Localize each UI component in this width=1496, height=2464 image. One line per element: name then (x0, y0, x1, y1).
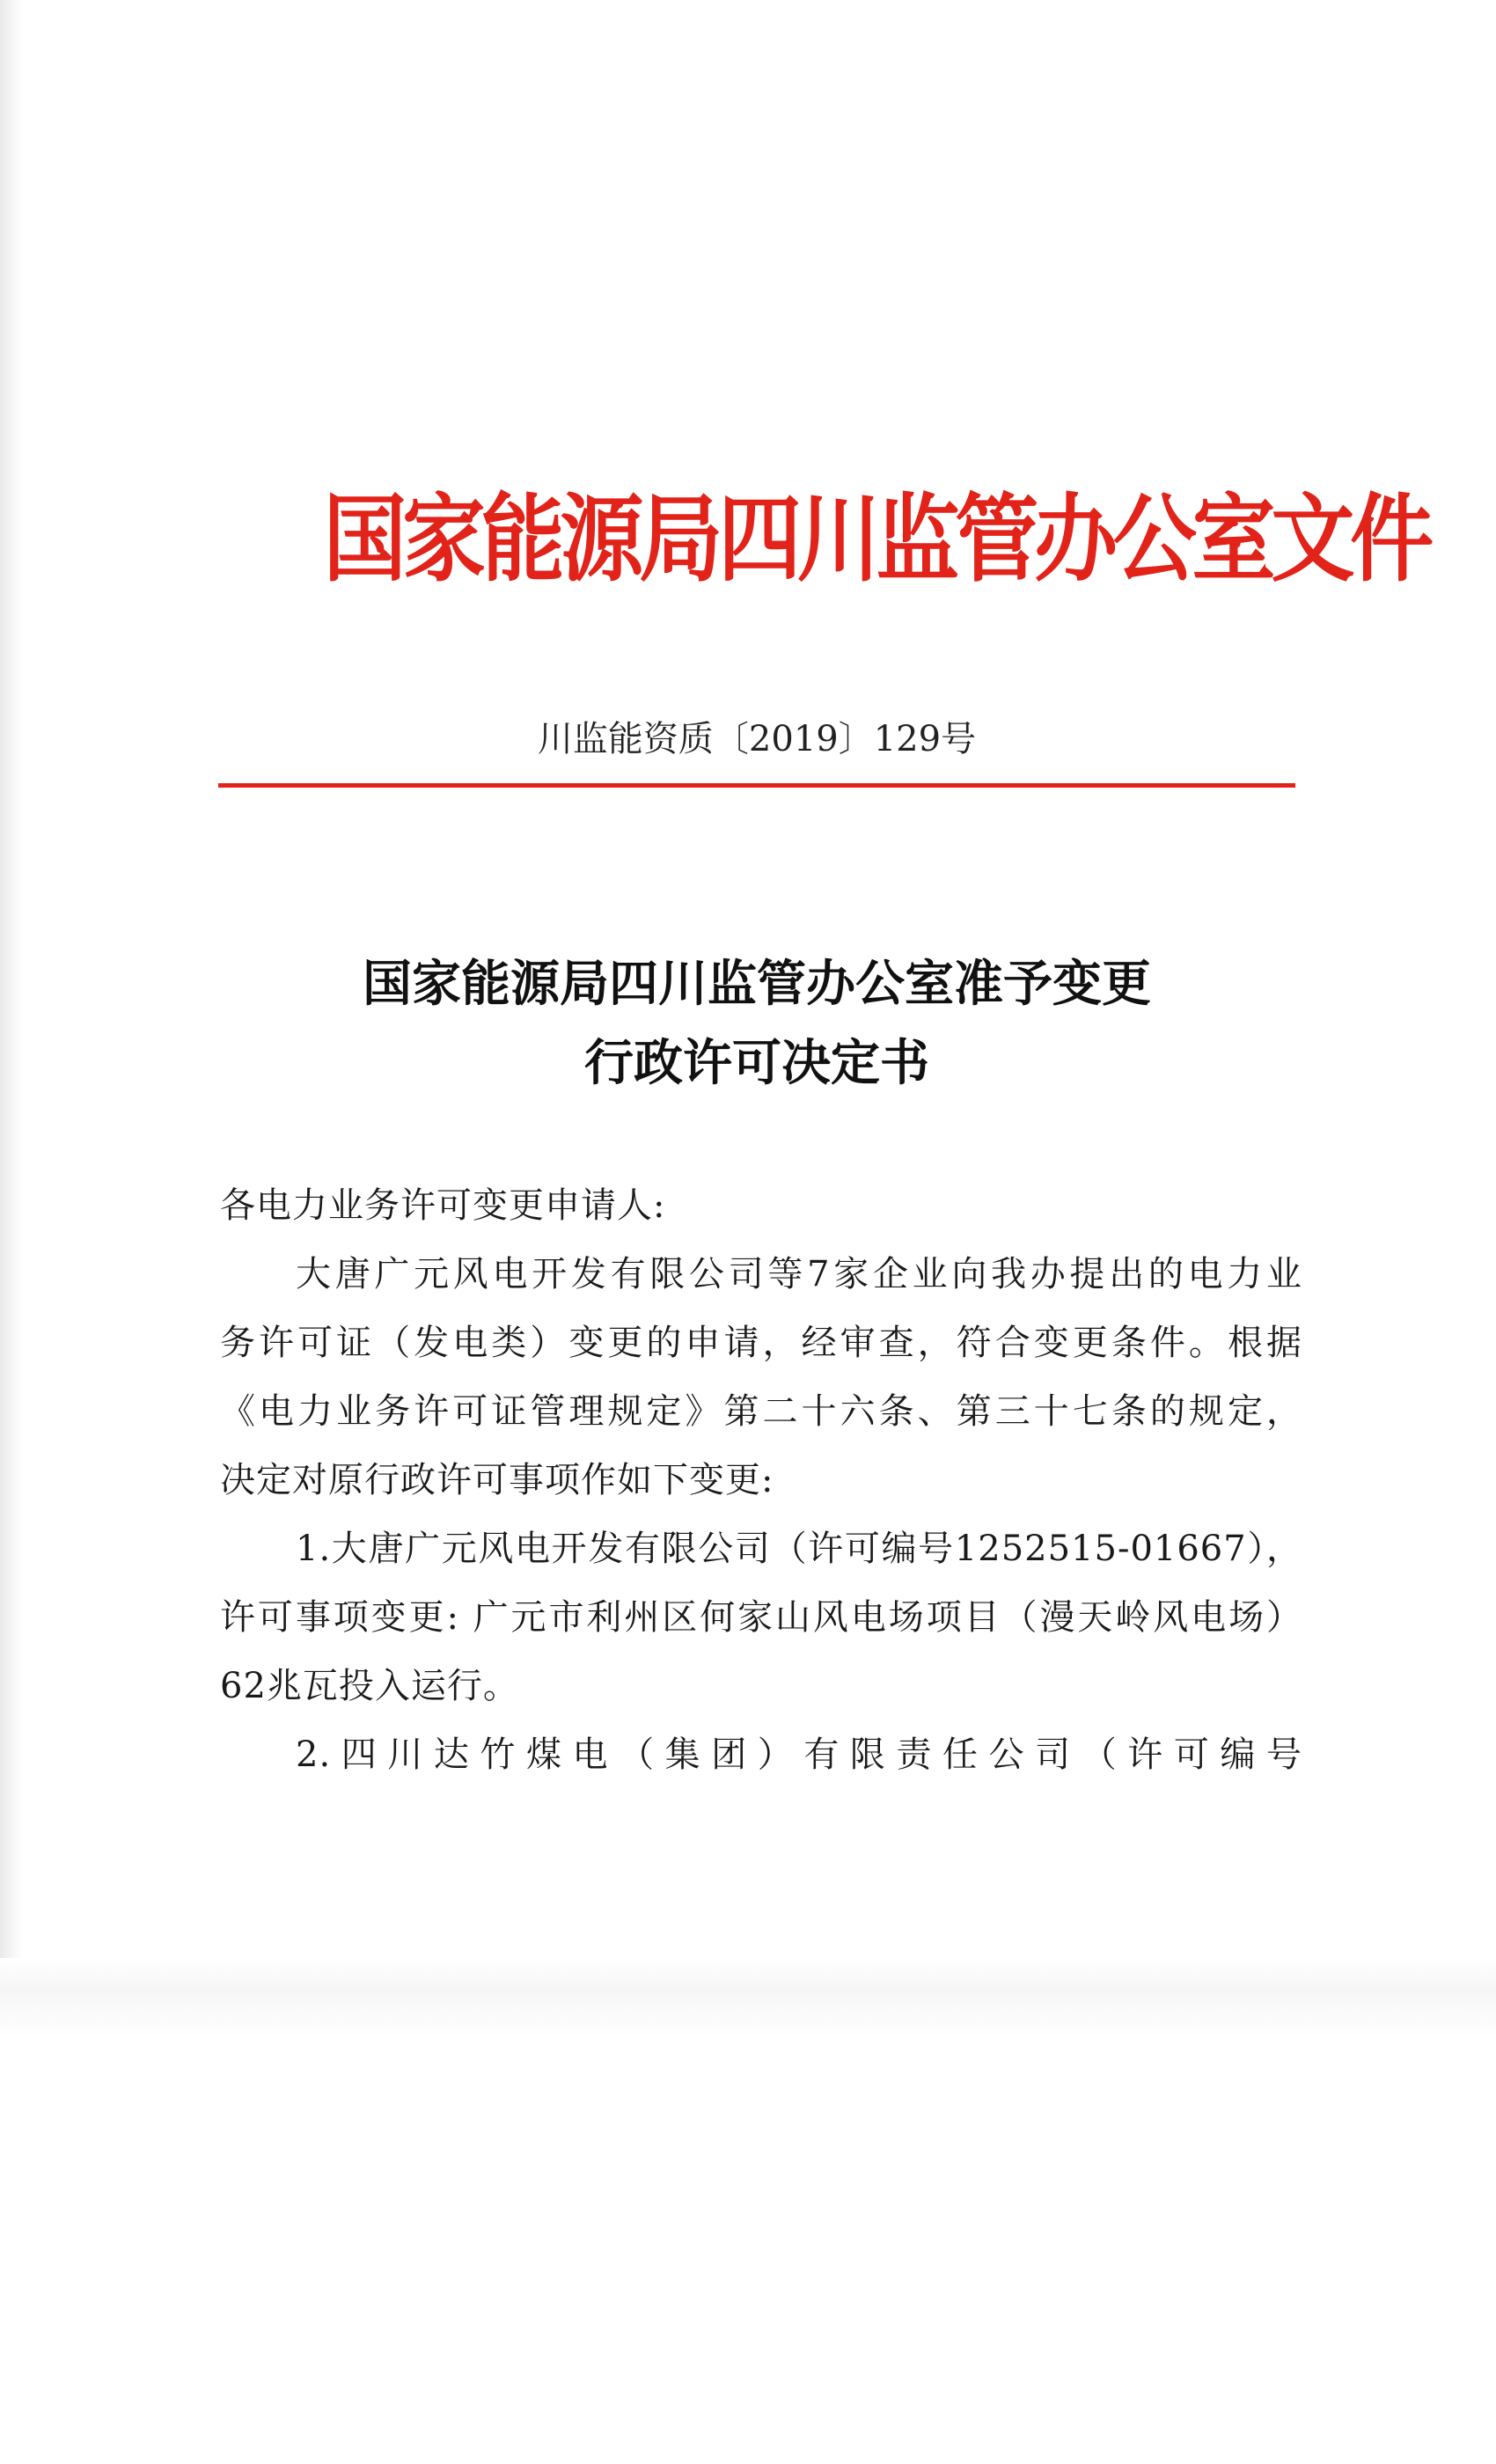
paragraph-1-line-4: 决定对原行政许可事项作如下变更: (220, 1460, 774, 1500)
scan-bottom-shadow (0, 1958, 1496, 2037)
red-divider-line (218, 783, 1295, 788)
document-number: 川监能资质〔2019〕129号 (537, 719, 977, 759)
document-title-line-1: 国家能源局四川监管办公室准予变更 (363, 955, 1151, 1013)
letterhead-title: 国家能源局四川监管办公室文件 (323, 484, 1429, 595)
item-1-line-3: 62兆瓦投入运行。 (220, 1666, 519, 1706)
item-1-line-1: 1.大唐广元风电开发有限公司（许可编号1252515-01667）， (296, 1529, 1302, 1569)
salutation: 各电力业务许可变更申请人: (220, 1185, 666, 1226)
item-2-line-1: 2.四川达竹煤电（集团）有限责任公司（许可编号 (296, 1734, 1302, 1775)
paragraph-1-line-3: 《电力业务许可证管理规定》第二十六条、第三十七条的规定， (220, 1391, 1302, 1432)
paragraph-1-line-1: 大唐广元风电开发有限公司等7家企业向我办提出的电力业 (296, 1254, 1302, 1294)
scan-edge-shadow (0, 0, 23, 1962)
document-title-line-2: 行政许可决定书 (584, 1034, 929, 1092)
paragraph-1-line-2: 务许可证（发电类）变更的申请，经审查，符合变更条件。根据 (220, 1323, 1302, 1363)
item-1-line-2: 许可事项变更: 广元市利州区何家山风电场项目（漫天岭风电场） (220, 1597, 1302, 1638)
